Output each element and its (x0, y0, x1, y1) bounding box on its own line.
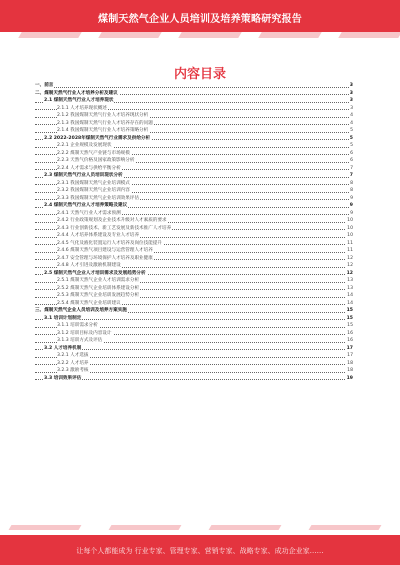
toc-entry-label: 2.1 煤制天然气行业人才培养现状 (44, 98, 114, 103)
toc-entry-page: 10 (347, 233, 353, 238)
toc-entry-label: 2.4.5 气化及液化装置运行人才培养及岗位技能提升 (57, 240, 163, 246)
toc-entry-label: 3.1.2 培训目标及内容设计 (57, 330, 112, 336)
toc-entry-page: 4 (350, 113, 353, 118)
toc-entry[interactable] (35, 180, 353, 188)
toc-entry-page: 14 (347, 300, 353, 306)
toc-entry-page: 15 (346, 308, 353, 313)
toc-entry-label: 2.1.4 我国煤制天然气行业人才培养策略分析 (57, 128, 149, 133)
toc-entry-page: 13 (347, 285, 353, 291)
toc-entry[interactable] (35, 217, 353, 225)
toc-entry[interactable] (35, 292, 353, 300)
toc-entry-label: 2.2.2 煤制天然气产业链与市场规模 (57, 150, 130, 156)
toc-entry-label: 二、煤制天然气行业人才培养分析及建议 (35, 90, 118, 96)
table-of-contents (35, 82, 353, 382)
toc-entry-page: 7 (349, 173, 353, 178)
toc-entry[interactable] (35, 337, 353, 345)
toc-entry-page: 9 (349, 203, 353, 208)
toc-entry-page: 12 (346, 270, 353, 276)
toc-entry-label: 3.1 培训计划制定 (44, 315, 82, 321)
report-header (0, 0, 400, 32)
toc-entry[interactable] (35, 150, 353, 158)
toc-entry-label: 2.3.1 我国煤制天然气企业培训模式 (57, 180, 130, 186)
toc-entry[interactable] (35, 352, 353, 360)
toc-entry-label: 三、煤制天然气企业人员培训及培养方案实施 (35, 308, 127, 313)
toc-entry-label: 2.4.8 人才引进及激励机制建设 (57, 263, 121, 268)
toc-entry-label: 3.2.1 人才选拔 (57, 353, 89, 358)
toc-entry-label: 2.1.1 人才培养现状概述 (57, 105, 107, 111)
toc-entry-label: 2.4.4 人才培养体系建设及专业人才培养 (57, 233, 140, 238)
toc-entry-label: 2.4.2 行业政策规划及企业技术升级对人才素质的要求 (57, 218, 167, 223)
toc-entry[interactable] (35, 82, 353, 90)
toc-entry[interactable] (35, 300, 353, 308)
toc-entry-page: 11 (347, 248, 353, 253)
toc-entry[interactable] (35, 105, 353, 113)
toc-entry-page: 12 (347, 255, 353, 261)
toc-entry-page: 8 (350, 188, 353, 193)
toc-entry-label: 2.4.1 天然气行业人才需求预测 (57, 210, 121, 216)
toc-entry-page: 19 (346, 375, 353, 381)
toc-entry-page: 3 (350, 105, 353, 111)
toc-entry[interactable] (35, 375, 353, 383)
toc-entry-label: 一、前言 (35, 83, 54, 88)
toc-entry-page: 15 (346, 315, 353, 321)
toc-entry-page: 6 (350, 158, 353, 163)
toc-entry-label: 2.3.3 我国煤制天然气企业培训效果评估 (57, 195, 140, 201)
toc-entry[interactable] (35, 232, 353, 240)
toc-entry-page: 7 (350, 165, 353, 171)
toc-entry-label: 3.3 培训效果评估 (44, 375, 82, 381)
toc-entry-label: 3.2.3 激励考核 (57, 368, 89, 373)
report-title: 煤制天然气企业人员培训及培养策略研究报告 (98, 14, 302, 25)
toc-entry-label: 2.5 煤制天然气企业人才培训需求及发展趋势分析 (44, 270, 146, 276)
toc-entry[interactable] (35, 247, 353, 255)
toc-entry-page: 17 (347, 353, 353, 358)
toc-entry[interactable] (35, 330, 353, 338)
toc-entry-page: 9 (350, 195, 353, 201)
footer-slogan: 让每个人都能成为 行业专家、管理专家、营销专家、战略专家、成功企业家…… (76, 547, 324, 555)
toc-entry-label: 2.5.3 煤制天然气企业培训发展趋势分析 (57, 293, 140, 298)
toc-entry-label: 2.2.3 天然气价格及国家政策影响分析 (57, 158, 135, 163)
toc-leader-dots (35, 87, 351, 88)
toc-entry-page: 10 (347, 218, 353, 223)
toc-entry-page: 5 (349, 135, 353, 141)
toc-entry-label: 2.4.7 安全管理与环境保护人才培养及职业健康 (57, 255, 153, 261)
toc-entry-page: 3 (349, 90, 353, 96)
toc-entry[interactable] (35, 135, 353, 143)
toc-entry[interactable] (35, 345, 353, 353)
toc-entry[interactable] (35, 322, 353, 330)
toc-entry[interactable] (35, 360, 353, 368)
report-footer (0, 535, 400, 565)
toc-entry[interactable] (35, 195, 353, 203)
toc-entry[interactable] (35, 90, 353, 98)
toc-entry[interactable] (35, 97, 353, 105)
toc-entry-page: 11 (347, 240, 353, 246)
toc-entry-page: 10 (347, 225, 353, 231)
toc-entry-label: 3.1.1 培训需求分析 (57, 323, 98, 328)
toc-entry[interactable] (35, 262, 353, 270)
toc-entry[interactable] (35, 172, 353, 180)
toc-entry-label: 2.2.1 企业规模及发展现状 (57, 143, 112, 148)
toc-entry-label: 2.1.2 我国煤制天然气行业人才培养现状分析 (57, 113, 149, 118)
toc-entry-label: 2.5.2 煤制天然气企业培训体系建设分析 (57, 285, 140, 291)
toc-leader-dots (35, 319, 351, 320)
toc-entry-page: 8 (350, 180, 353, 186)
toc-entry[interactable] (35, 165, 353, 173)
toc-entry-label: 2.1.3 我国煤制天然气行业人才培养存在的问题 (57, 120, 153, 126)
toc-entry-page: 16 (347, 338, 353, 343)
toc-entry-page: 6 (350, 150, 353, 156)
toc-entry-label: 2.2 2022-2028年煤制天然气行业需求及供给分析 (44, 135, 151, 141)
toc-entry[interactable] (35, 367, 353, 375)
toc-entry-label: 2.5.4 煤制天然气企业培训建议 (57, 300, 121, 306)
toc-entry[interactable] (35, 202, 353, 210)
toc-entry[interactable] (35, 285, 353, 293)
toc-entry-page: 18 (347, 360, 353, 366)
toc-entry-label: 2.2.4 人才需求与供给平衡分析 (57, 165, 121, 171)
toc-leader-dots (35, 349, 351, 350)
toc-entry-label: 3.2 人才培养机制 (44, 345, 82, 351)
toc-entry-label: 2.3 煤制天然气行业人员培训现状分析 (44, 173, 123, 178)
toc-entry-page: 3 (349, 98, 353, 103)
toc-entry-label: 3.1.3 培训方式及评估 (57, 338, 103, 343)
toc-entry[interactable] (35, 142, 353, 150)
toc-entry[interactable] (35, 112, 353, 120)
toc-entry[interactable] (35, 255, 353, 263)
toc-entry-label: 2.5.1 煤制天然气企业人才培训需求分析 (57, 278, 140, 283)
toc-entry-page: 17 (346, 345, 353, 351)
toc-entry[interactable] (35, 120, 353, 128)
toc-entry-page: 3 (349, 83, 353, 88)
toc-entry[interactable] (35, 270, 353, 278)
toc-entry-page: 4 (350, 120, 353, 126)
toc-leader-dots (35, 379, 351, 380)
toc-entry[interactable] (35, 210, 353, 218)
toc-entry-label: 2.3.2 我国煤制天然气企业培训内容 (57, 188, 130, 193)
toc-entry[interactable] (35, 307, 353, 315)
toc-entry-page: 5 (350, 128, 353, 133)
toc-entry[interactable] (35, 127, 353, 135)
toc-entry-label: 2.4.3 行业创新技术、新工艺发展及新技术推广人才培养 (57, 225, 172, 231)
toc-entry[interactable] (35, 315, 353, 323)
toc-entry[interactable] (35, 225, 353, 233)
toc-entry-label: 2.4.6 煤制天然气项目建设与运营管理人才培养 (57, 248, 153, 253)
toc-entry-page: 16 (347, 330, 353, 336)
toc-entry[interactable] (35, 240, 353, 248)
toc-entry-page: 14 (347, 293, 353, 298)
toc-entry-page: 13 (347, 278, 353, 283)
toc-entry[interactable] (35, 187, 353, 195)
toc-entry[interactable] (35, 157, 353, 165)
toc-entry[interactable] (35, 277, 353, 285)
toc-entry-page: 12 (347, 263, 353, 268)
toc-entry-page: 15 (347, 323, 353, 328)
toc-entry-label: 3.2.2 人才培养 (57, 360, 89, 366)
header-stripe (0, 32, 400, 38)
toc-entry-label: 2.4 煤制天然气行业人才培养策略及建议 (44, 203, 128, 208)
toc-entry-page: 9 (350, 210, 353, 216)
toc-entry-page: 5 (350, 143, 353, 148)
toc-entry-page: 18 (347, 368, 353, 373)
footer-stripe (0, 525, 400, 530)
toc-title: 内容目录 (173, 67, 226, 82)
